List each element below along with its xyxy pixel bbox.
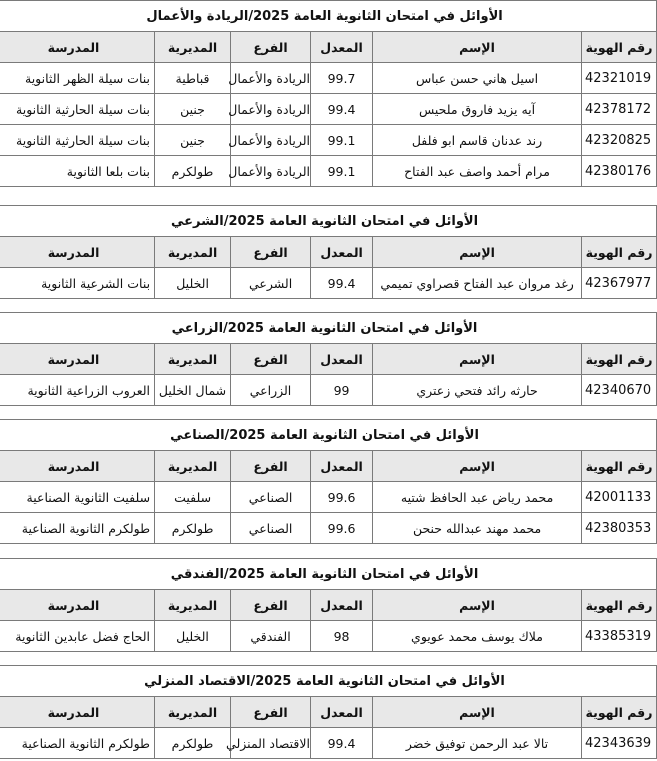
column-header-name: الإسم (373, 344, 582, 375)
school-cell: بنات سيلة الظهر الثانوية (0, 63, 155, 94)
id-cell: 42367977 (582, 268, 657, 299)
directorate-cell: الخليل (155, 621, 231, 652)
column-header-id: رقم الهوية (582, 237, 657, 268)
id-cell: 42378172 (582, 94, 657, 125)
average-cell: 99.1 (311, 156, 373, 187)
header-row (0, 590, 657, 621)
column-header-branch: الفرع (231, 344, 311, 375)
average-cell: 98 (311, 621, 373, 652)
table-row (0, 482, 657, 513)
column-header-avg: المعدل (311, 697, 373, 728)
section-title: الأوائل في امتحان الثانوية العامة 2025/الاقتصاد المنزلي (0, 666, 657, 697)
header-row (0, 697, 657, 728)
name-cell: محمد مهند عبدالله حنحن (373, 513, 582, 544)
branch-cell: الريادة والأعمال (231, 156, 311, 187)
average-cell: 99.6 (311, 513, 373, 544)
branch-cell: الزراعي (231, 375, 311, 406)
column-header-branch: الفرع (231, 32, 311, 63)
column-header-branch: الفرع (231, 237, 311, 268)
column-header-directorate: المديرية (155, 697, 231, 728)
results-table (0, 205, 657, 299)
column-header-school: المدرسة (0, 697, 155, 728)
column-header-directorate: المديرية (155, 344, 231, 375)
directorate-cell: شمال الخليل (155, 375, 231, 406)
school-cell: بنات بلعا الثانوية (0, 156, 155, 187)
column-header-avg: المعدل (311, 32, 373, 63)
name-cell: رند عدنان قاسم ابو فلفل (373, 125, 582, 156)
column-header-school: المدرسة (0, 32, 155, 63)
branch-cell: الصناعي (231, 482, 311, 513)
school-cell: سلفيت الثانوية الصناعية (0, 482, 155, 513)
school-cell: طولكرم الثانوية الصناعية (0, 728, 155, 759)
branch-cell: الصناعي (231, 513, 311, 544)
name-cell: اسيل هاني حسن عباس (373, 63, 582, 94)
column-header-directorate: المديرية (155, 590, 231, 621)
header-row (0, 32, 657, 63)
directorate-cell: قباطية (155, 63, 231, 94)
id-cell: 42321019 (582, 63, 657, 94)
table-row (0, 621, 657, 652)
column-header-name: الإسم (373, 451, 582, 482)
school-cell: بنات سيلة الحارثية الثانوية (0, 125, 155, 156)
name-cell: حارثه رائد فتحي زعتري (373, 375, 582, 406)
column-header-id: رقم الهوية (582, 344, 657, 375)
directorate-cell: طولكرم (155, 513, 231, 544)
section-title: الأوائل في امتحان الثانوية العامة 2025/الريادة والأعمال (0, 1, 657, 32)
column-header-branch: الفرع (231, 451, 311, 482)
school-cell: الحاج فضل عابدين الثانوية (0, 621, 155, 652)
section-title: الأوائل في امتحان الثانوية العامة 2025/الشرعي (0, 206, 657, 237)
results-table (0, 312, 657, 406)
column-header-avg: المعدل (311, 590, 373, 621)
header-row (0, 344, 657, 375)
table-row (0, 375, 657, 406)
section-title: الأوائل في امتحان الثانوية العامة 2025/الصناعي (0, 420, 657, 451)
column-header-avg: المعدل (311, 451, 373, 482)
branch-cell: الفندقي (231, 621, 311, 652)
table-row (0, 125, 657, 156)
column-header-id: رقم الهوية (582, 32, 657, 63)
table-row (0, 63, 657, 94)
column-header-school: المدرسة (0, 590, 155, 621)
column-header-name: الإسم (373, 697, 582, 728)
id-cell: 42320825 (582, 125, 657, 156)
table-row (0, 94, 657, 125)
column-header-name: الإسم (373, 590, 582, 621)
column-header-school: المدرسة (0, 237, 155, 268)
average-cell: 99.4 (311, 268, 373, 299)
average-cell: 99 (311, 375, 373, 406)
school-cell: بنات الشرعية الثانوية (0, 268, 155, 299)
branch-cell: الريادة والأعمال (231, 125, 311, 156)
name-cell: ملاك يوسف محمد عويوي (373, 621, 582, 652)
column-header-name: الإسم (373, 237, 582, 268)
column-header-directorate: المديرية (155, 451, 231, 482)
header-row (0, 237, 657, 268)
directorate-cell: جنين (155, 94, 231, 125)
branch-cell: الريادة والأعمال (231, 63, 311, 94)
header-row (0, 451, 657, 482)
id-cell: 42343639 (582, 728, 657, 759)
id-cell: 42380353 (582, 513, 657, 544)
id-cell: 42001133 (582, 482, 657, 513)
results-table (0, 0, 657, 187)
school-cell: طولكرم الثانوية الصناعية (0, 513, 155, 544)
column-header-school: المدرسة (0, 344, 155, 375)
section-title: الأوائل في امتحان الثانوية العامة 2025/الفندقي (0, 559, 657, 590)
column-header-id: رقم الهوية (582, 451, 657, 482)
table-row (0, 268, 657, 299)
name-cell: محمد رياض عبد الحافظ شتيه (373, 482, 582, 513)
average-cell: 99.1 (311, 125, 373, 156)
name-cell: آيه يزيد فاروق ملحيس (373, 94, 582, 125)
column-header-avg: المعدل (311, 344, 373, 375)
results-table (0, 419, 657, 544)
column-header-branch: الفرع (231, 697, 311, 728)
table-row (0, 513, 657, 544)
average-cell: 99.4 (311, 728, 373, 759)
column-header-avg: المعدل (311, 237, 373, 268)
id-cell: 42340670 (582, 375, 657, 406)
results-table (0, 558, 657, 652)
branch-cell: الاقتصاد المنزلي (231, 728, 311, 759)
column-header-school: المدرسة (0, 451, 155, 482)
column-header-branch: الفرع (231, 590, 311, 621)
id-cell: 42380176 (582, 156, 657, 187)
school-cell: بنات سيلة الحارثية الثانوية (0, 94, 155, 125)
branch-cell: الشرعي (231, 268, 311, 299)
name-cell: تالا عبد الرحمن توفيق خضر (373, 728, 582, 759)
directorate-cell: طولكرم (155, 156, 231, 187)
column-header-name: الإسم (373, 32, 582, 63)
directorate-cell: طولكرم (155, 728, 231, 759)
table-row (0, 728, 657, 759)
section-title: الأوائل في امتحان الثانوية العامة 2025/الزراعي (0, 313, 657, 344)
branch-cell: الريادة والأعمال (231, 94, 311, 125)
directorate-cell: جنين (155, 125, 231, 156)
results-table (0, 665, 657, 759)
name-cell: رغد مروان عبد الفتاح قصراوي تميمي (373, 268, 582, 299)
table-row (0, 156, 657, 187)
average-cell: 99.6 (311, 482, 373, 513)
average-cell: 99.7 (311, 63, 373, 94)
school-cell: العروب الزراعية الثانوية (0, 375, 155, 406)
directorate-cell: الخليل (155, 268, 231, 299)
id-cell: 43385319 (582, 621, 657, 652)
directorate-cell: سلفيت (155, 482, 231, 513)
column-header-id: رقم الهوية (582, 590, 657, 621)
column-header-id: رقم الهوية (582, 697, 657, 728)
column-header-directorate: المديرية (155, 32, 231, 63)
average-cell: 99.4 (311, 94, 373, 125)
column-header-directorate: المديرية (155, 237, 231, 268)
name-cell: مرام أحمد واصف عبد الفتاح (373, 156, 582, 187)
